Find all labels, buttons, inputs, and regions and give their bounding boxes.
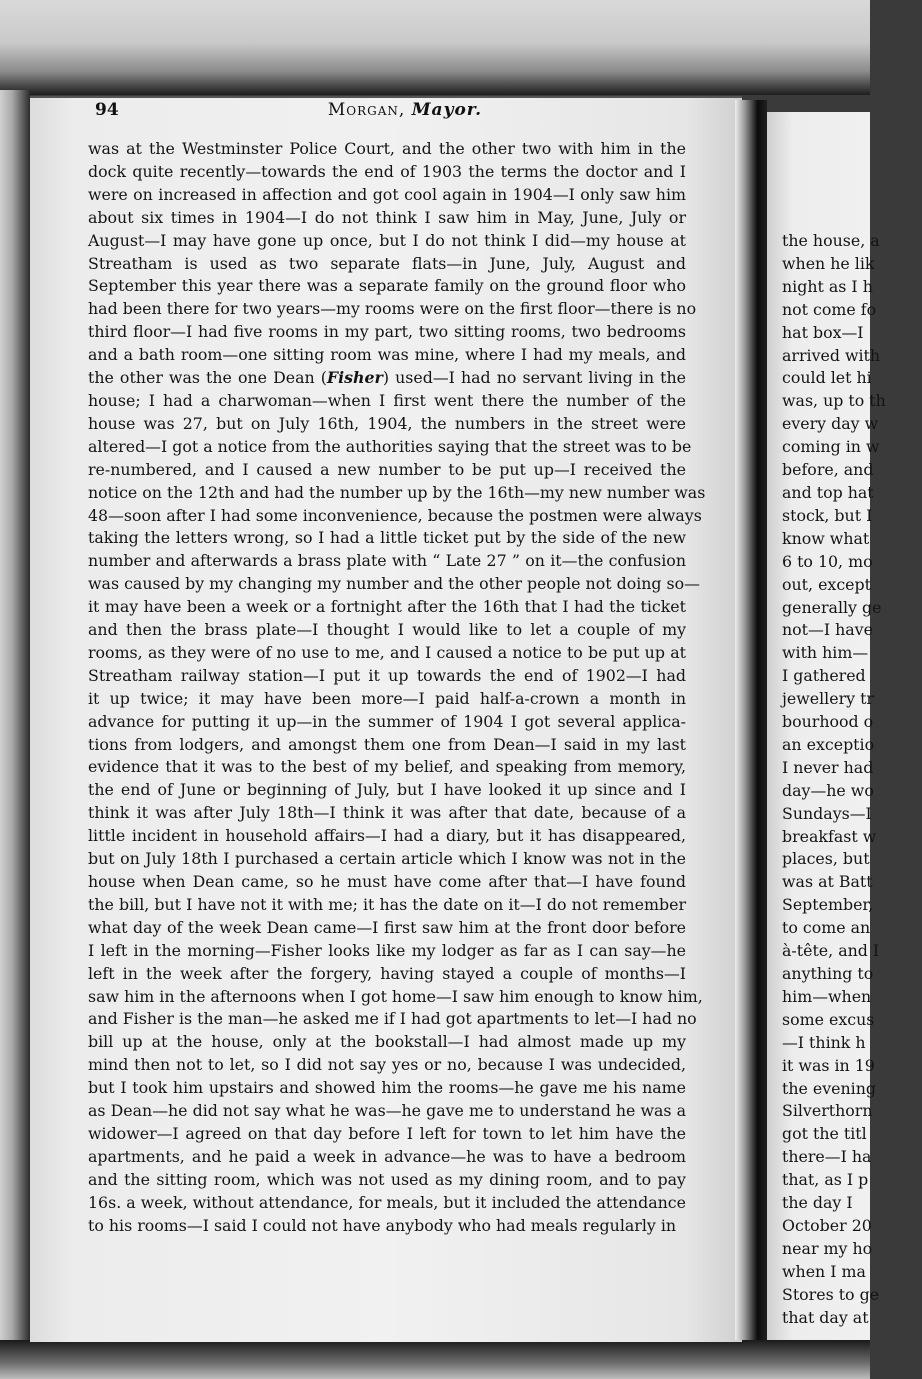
text-line: what day of the week Dean came—I first saw him at the front door before	[88, 917, 686, 937]
text-line: advance for putting it up—in the summer of 1904 I got several applica-	[88, 711, 686, 731]
right-text-line: I gathered	[782, 666, 866, 686]
right-text-line: October 20	[782, 1215, 872, 1235]
text-line: Streatham is used as two separate flats—in June, July, August and	[88, 253, 686, 273]
right-text-line: when he lik	[782, 253, 875, 273]
text-line: and a bath room—one sitting room was mine, where I had my meals, and	[88, 345, 686, 365]
text-line: 16s. a week, without attendance, for meals, but it included the attendance	[88, 1192, 686, 1212]
running-head-title: Mayor.	[411, 100, 483, 120]
text-line: and the sitting room, which was not used as my dining room, and to pay	[88, 1169, 686, 1189]
text-line: altered—I got a notice from the authorities saying that the street was to be	[88, 436, 692, 456]
right-text-line: was, up to th	[782, 391, 886, 411]
text-line: had been there for two years—my rooms were on the first floor—there is no	[88, 299, 697, 319]
text-line: tions from lodgers, and amongst them one from Dean—I said in my last	[88, 734, 686, 754]
right-text-line: that day at	[782, 1307, 869, 1327]
right-page-fragment	[767, 112, 886, 1340]
right-text-line: 6 to 10, mo	[782, 551, 873, 571]
text-line: little incident in household affairs—I had a diary, but it has disappeared,	[88, 826, 686, 846]
right-text-line: breakfast w	[782, 826, 877, 846]
italic-name: Fisher	[326, 368, 383, 388]
text-line: was at the Westminster Police Court, and the other two with him in the	[88, 139, 686, 158]
text-line: house when Dean came, so he must have come after that—I have found	[88, 872, 686, 891]
page-number: 94	[95, 100, 119, 120]
right-text-line: was at Batt	[782, 872, 873, 892]
right-text-line: hat box—I	[782, 322, 864, 342]
text-line: number and afterwards a brass plate with “ Late 27 ” on it—the confusion	[88, 551, 686, 571]
right-text-line: à-tête, and I	[782, 941, 880, 961]
right-text-line: night as I h	[782, 276, 873, 296]
text-line: mind then not to let, so I did not say yes or no, because I was undecided,	[88, 1055, 686, 1075]
scanner-background-left	[0, 90, 30, 1340]
text-line: was caused by my changing my number and the other people not doing so—	[88, 574, 700, 594]
text-line: I left in the morning—Fisher looks like my lodger as far as I can say—he	[88, 940, 686, 960]
right-text-line: the day I	[782, 1193, 853, 1213]
right-text-line: there—I ha	[782, 1147, 872, 1167]
scanner-background-bottom	[0, 1340, 870, 1379]
text-line: re-numbered, and I caused a new number to be put up—I received the	[88, 459, 686, 479]
right-text-line: an exceptio	[782, 734, 875, 754]
right-text-line: got the titl	[782, 1124, 867, 1144]
right-text-line: places, but	[782, 849, 870, 869]
text-line: think it was after July 18th—I think it was after that date, because of a	[88, 803, 686, 823]
text-line: apartments, and he paid a week in advance—he was to have a bedroom	[88, 1146, 686, 1166]
text-line: notice on the 12th and had the number up by the 16th—my new number was	[88, 482, 706, 502]
right-text-line: out, except	[782, 574, 871, 594]
right-text-line: that, as I p	[782, 1170, 869, 1190]
text-line: 48—soon after I had some inconvenience, because the postmen were always	[88, 505, 702, 525]
right-text-line: when I ma	[782, 1261, 866, 1281]
text-line: third floor—I had five rooms in my part, two sitting rooms, two bedrooms	[88, 322, 686, 342]
right-text-line: I never had	[782, 757, 874, 777]
right-text-line: jewellery tr	[782, 689, 874, 709]
right-text-line: with him—	[782, 643, 869, 663]
right-text-line: know what	[782, 528, 870, 548]
text-line: but I took him upstairs and showed him the rooms—he gave me his name	[88, 1078, 686, 1098]
body-text	[88, 138, 706, 1238]
right-text-line: not—I have	[782, 620, 873, 640]
text-line: saw him in the afternoons when I got home—I saw him enough to know him,	[88, 986, 703, 1006]
text-line: it may have been a week or a fortnight after the 16th that I had the ticket	[88, 597, 686, 617]
right-text-line: it was in 19	[782, 1055, 875, 1075]
text-line: and Fisher is the man—he asked me if I had got apartments to let—I had no	[88, 1009, 697, 1029]
right-text-line: day—he wo	[782, 780, 874, 800]
right-text-line: Sundays—I	[782, 803, 872, 823]
text-line: the bill, but I have not it with me; it has the date on it—I do not remember	[88, 894, 686, 914]
text-line: September this year there was a separate family on the ground floor who	[88, 276, 686, 296]
text-line: left in the week after the forgery, having stayed a couple of months—I	[88, 963, 686, 983]
text-line: the end of June or beginning of July, but I have looked it up since and I	[88, 780, 686, 800]
right-text-line: near my ho	[782, 1238, 873, 1258]
right-text-line: the house, a	[782, 231, 880, 250]
text-line: evidence that it was to the best of my belief, and speaking from memory,	[88, 757, 686, 777]
text-line: bill up at the house, only at the bookstall—I had almost made up my	[88, 1032, 686, 1052]
text-line: as Dean—he did not say what he was—he gave me to understand he was a	[88, 1101, 686, 1121]
text-line: the other was the one Dean (Fisher) used—I had no servant living in the	[88, 368, 686, 388]
page-header	[95, 100, 715, 130]
right-text-line: some excus	[782, 1009, 875, 1029]
right-text-line: stock, but I	[782, 505, 873, 525]
right-text-line: coming in w	[782, 437, 880, 457]
right-text-line: could let hi	[782, 368, 872, 388]
text-line: August—I may have gone up once, but I do not think I did—my house at	[88, 230, 686, 250]
right-text-line: Silverthorn	[782, 1101, 873, 1121]
right-text-line: Stores to ge	[782, 1284, 880, 1304]
text-line: it up twice; it may have been more—I paid half-a-crown a month in	[88, 688, 686, 708]
right-text-line: every day w	[782, 414, 879, 434]
right-text-line: to come an	[782, 918, 871, 938]
text-line: rooms, as they were of no use to me, and I caused a notice to be put up at	[88, 642, 686, 662]
text-line: widower—I agreed on that day before I left for town to let him have the	[88, 1123, 686, 1143]
right-text-line: before, and	[782, 460, 874, 480]
right-text-line: September,	[782, 895, 874, 915]
book-spine-gutter	[735, 100, 767, 1340]
text-line: house was 27, but on July 16th, 1904, the numbers in the street were	[88, 413, 686, 433]
right-text-line: bourhood o	[782, 712, 874, 732]
text-line: taking the letters wrong, so I had a little ticket put by the side of the new	[88, 528, 686, 548]
right-text-line: arrived with	[782, 345, 881, 365]
running-head-name: Morgan,	[327, 100, 406, 120]
right-text-line: anything to	[782, 964, 874, 983]
running-head	[95, 100, 715, 120]
text-line: but on July 18th I purchased a certain article which I know was not in the	[88, 849, 686, 869]
text-line: house; I had a charwoman—when I first went there the number of the	[88, 390, 686, 410]
right-text-line: the evening	[782, 1078, 877, 1098]
right-text-line: generally ge	[782, 597, 882, 617]
text-line: to his rooms—I said I could not have anybody who had meals regularly in	[88, 1215, 677, 1235]
right-text-line: not come fo	[782, 299, 877, 319]
text-line: were on increased in affection and got cool again in 1904—I only saw him	[88, 184, 686, 204]
right-page-text	[782, 230, 922, 1330]
text-line: and then the brass plate—I thought I would like to let a couple of my	[88, 620, 686, 640]
text-line: about six times in 1904—I do not think I saw him in May, June, July or	[88, 207, 686, 227]
scanner-background-top	[0, 0, 870, 95]
text-line: Streatham railway station—I put it up towards the end of 1902—I had	[88, 665, 686, 685]
right-text-line: —I think h	[782, 1032, 866, 1052]
right-text-line: and top hat	[782, 482, 874, 502]
right-text-line: him—when	[782, 986, 872, 1006]
text-line: dock quite recently—towards the end of 1903 the terms the doctor and I	[88, 161, 686, 181]
